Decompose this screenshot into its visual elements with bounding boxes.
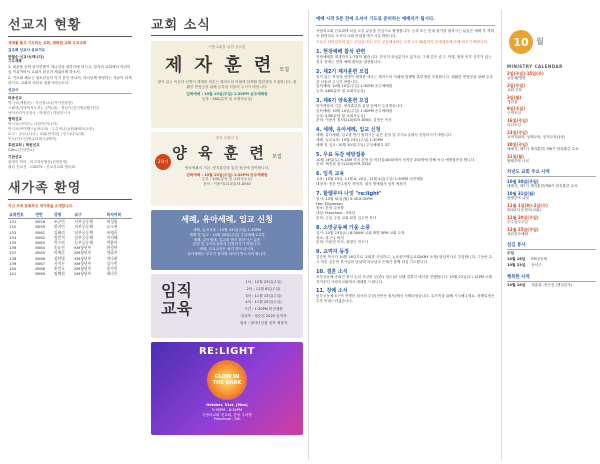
mission-group-line: 토고 : 존오나나나 / 교회(연석된) / 인도(다요(대)	[8, 131, 85, 136]
announcement-body: 일시: 10월 31일(월) 5:30-8:30PM Fee: $5/person 장소: 본당 주차장 대상: Preschool - 5학년 문의: 주일 주임 교회 회장 김주현 목사	[316, 196, 377, 220]
table-cell: 홍민호	[53, 265, 65, 271]
table-cell: KM청년부	[74, 245, 92, 251]
table-cell: 남부공동체	[74, 229, 93, 235]
prayer-heading: 기도제목	[8, 59, 22, 64]
ordination-line: 1차 : 10월 23일(주일)	[245, 280, 282, 284]
table-cell: 8563	[35, 239, 46, 245]
announcement-body: 양자생장의 기본, 양육훈련을 분당 앞에서 등록받습니다. 입학예배: 10월 10일(주일) 1:30PM 운주예배원 등록: $30(분당 및 교회사무실) 문의: 이용자 집사(213)675-8560, 김영은 목사	[316, 103, 404, 123]
table-cell: 김태리	[53, 229, 65, 235]
mission-group-title: 기관선교	[8, 154, 22, 159]
table-cell: 133	[9, 229, 17, 235]
table-cell: 135	[9, 239, 17, 245]
table-cell: 134	[9, 234, 17, 240]
table-cell: 141	[9, 271, 17, 277]
mission-column	[0, 0, 140, 464]
baptism-line: 세례, 입교교육은 필히 받아 되시며,	[199, 247, 255, 252]
next-date: 10월 31일(월)	[507, 191, 535, 197]
next-serve-names: 정홍희, 현은선 (생일감사)	[531, 282, 573, 287]
table-header: 목자여목	[106, 212, 132, 219]
next-serve-title: 행복한 사역	[507, 274, 596, 282]
table-cell: 한경아	[106, 245, 118, 251]
announcement-body: 동부공동체 4구역 전병문 집사의 부친(천만선 집사)께서 사택되셨습니다. 유가족을 위해 기도해주세요. 장례일정은 추후 안내드리겠습니다.	[316, 294, 495, 304]
nurture-contact: 문의 : 이용자(213)573-8560	[203, 182, 251, 187]
discipleship-fee: 등록 : $60(분당 및 교재사무실)	[201, 97, 253, 102]
announcement-title: 9. 교역자 동정	[316, 249, 350, 256]
announcement-body: 교육: 10월 23일, 11월 6, 20일, 12월 4일(주일) 1:30PM 비전채플 대상자: 정운 안수집사 저역자, 권사 명예권사 임직 예정자	[316, 177, 424, 186]
relight-card	[151, 342, 303, 435]
mission-group-line: 남아프리카공화국 : 박정민 / 태선미시크	[8, 110, 71, 115]
new-family-subtitle: 지난 주에 등록하신 새가족을 소개합니다.	[8, 204, 74, 209]
table-cell: 송유진	[53, 245, 65, 251]
table-cell: 이지혜	[106, 234, 118, 240]
table-cell: 서부공동체	[74, 219, 93, 225]
table-cell: 송가인	[106, 265, 118, 271]
table-cell: 정민석	[53, 234, 65, 240]
mission-group-line: 벅시코(세틀문) : 이선령나나(이이선원양)	[8, 100, 73, 105]
calendar-date: 16일(주일)	[507, 118, 528, 124]
nurture-eyebrow: 영적 성장의 길	[215, 136, 239, 140]
table-cell: 동부공동체	[74, 239, 93, 245]
announcement-title: 3. 제6기 양육훈련 모집	[316, 97, 369, 104]
calendar-event: 구역모임	[507, 111, 521, 116]
ordination-line: 2차 : 11월 6일(주일)	[246, 286, 281, 291]
calendar-date: 30일(주일)	[507, 141, 528, 147]
mission-status-title: 선교지 현황	[8, 18, 82, 33]
mission-group-line: 인도(인도인/방글라데시)(백이)	[8, 136, 57, 141]
calendar-title: MINISTRY CALENDAR	[507, 64, 563, 69]
calendar-date: 9일(주일)	[507, 106, 526, 112]
table-cell: 140	[9, 265, 17, 271]
table-cell: 8559	[35, 224, 46, 230]
ordination-line: 4차 : 11월 20일(주일)	[245, 300, 282, 305]
relight-date: October. 31st. (Mon)	[206, 403, 248, 407]
ordination-line: 시간 : 1:30PM 비전채플	[244, 307, 283, 312]
mission-group-title: 협력선교	[8, 117, 22, 122]
table-cell: 김수빈	[106, 260, 118, 266]
announcements-column	[314, 0, 499, 464]
calendar-date: 31일(월)	[507, 153, 524, 159]
table-cell: 139	[9, 260, 17, 266]
next-event: 세례식, 제7기 제자훈련/제6기 양육훈련 수료	[507, 184, 578, 189]
serve-date: 10월 16일	[507, 257, 526, 262]
next-serve-list	[507, 283, 596, 288]
glow-circle: GLOW IN THE DARK	[207, 360, 247, 400]
announcement-title: 8. 소망공동체 가을 소풍	[316, 224, 371, 231]
prayer-item: 2. 기도와 새로는 청소년들이 이기 본인 아니어, 하나님께 헌양하는 자들이 되게 하시고, 교회의 리더로 성장시켜주소서.	[8, 75, 132, 85]
announcement-title: 11. 장례 소식	[316, 288, 348, 295]
table-cell: 이다윤	[106, 255, 118, 261]
missionary-name: 한월순 선교사(캐나다)	[8, 54, 44, 59]
semester-badge: 2학기	[155, 154, 171, 170]
table-cell: 최다은	[106, 271, 118, 277]
nurture-heading: 양 육 훈 련	[172, 143, 267, 162]
mission-group-title: 후원교회 | 학원선교	[8, 143, 40, 148]
serve-list	[507, 251, 596, 267]
announcement-title: 1. 현장예배 참석 관련	[316, 49, 366, 56]
table-cell: 정하은	[106, 250, 118, 256]
mission-group-line: GWL(나인/안로)	[8, 148, 35, 153]
next-date: 11월 20일(주일)	[507, 214, 539, 220]
table-cell: 8565	[35, 250, 46, 256]
table-cell: 8564	[35, 245, 46, 251]
next-event: 추수감사주일	[507, 219, 528, 224]
table-cell: 이예준	[53, 250, 65, 256]
table-cell: 서부공동체	[74, 224, 93, 230]
table-header: 교적번호	[8, 212, 34, 219]
new-family-title: 새가족 환영	[8, 181, 82, 197]
discipleship-eyebrow: 이번교회를 위한 선교팀	[208, 45, 246, 49]
relight-audience: Preschool - 5th	[213, 417, 241, 422]
calendar-list	[507, 71, 596, 163]
serve-group: EM공동체	[531, 257, 547, 262]
table-cell: 서지우	[53, 260, 65, 266]
month-suffix: 월	[536, 37, 544, 46]
announcement-body: 서부공동체 송희진 집사 손녀 조규빈 군(중1 성도)과 실배 결혼식 예식을 진행합니다. 10월 22일(토) 12PM 오렌지카운티 사랑의교회에서 예배를 드립니다.	[316, 274, 492, 284]
announcement-body: 김순빈 목사가 10월 16일부로 교회를 사임하고, 뉴욕퀸즈앵글교회(KNY 소재) 담임목사로 부임합니다. 그동안 수고 하신 김순빈 목사님의 앞날에 하나님의 은혜가 함께 하실 기도합니다.	[316, 255, 493, 264]
calendar-date: 23일(주일)	[507, 129, 528, 135]
pastor-line: 김주희 선교사 운보거도	[8, 47, 46, 52]
table-cell: 137	[9, 250, 17, 256]
baptism-line: 본당 및 우사무실에서 신청하시기 바랍니다.	[192, 242, 262, 247]
calendar-date: 3일(월)	[507, 94, 522, 100]
discipleship-desc: 많이 있는 목성과 선명이 제재를 세우는 제자도의 이래에 함께할 훈련생을 모집합니다. 원활한 번영공을 위해 등록을 서둘러 주시기 바랍니다.	[157, 79, 297, 89]
table-header: 교구	[73, 212, 105, 219]
mission-group-line: 스페인(이명미자도자), 존닥(강) : 정남기(김인영)/옆(다인)	[8, 105, 100, 110]
next-date: 12월 25일(주일)	[507, 226, 539, 232]
table-cell: 8569	[35, 271, 46, 277]
discipleship-when: 입학예배 : 10월 10일(주일) 1:30PM 운주예배원	[186, 92, 268, 97]
calendar-event: 세례식, 제7기 제자훈련/ 제6기 양육훈련 수료	[507, 146, 579, 151]
serve-date: 10월 23일	[507, 262, 526, 267]
calendar-event: 개천절	[507, 99, 518, 104]
baptism-lines	[157, 228, 297, 257]
announcement-title: 7. 할렐루야 나잇 "re:light"	[316, 190, 382, 197]
announcement-body: 현장예배를 재개하지 1가월이 됐습니다. 본인이 외싱분이오 있거나, 그제 같은 증그, 여행, 출장 이후 증후가 있는 경우 현재는 현장 예배 출석을 권장합니다.	[316, 55, 492, 64]
next-date: 11월 1일(화)-2일(수)	[507, 202, 548, 208]
ordination-heading: 임직 교육	[161, 281, 192, 318]
ordination-line: 권사 : 권사다산집 임직 예정자	[239, 320, 288, 325]
next-ministry-title: 차년도 교회 주요 사역	[507, 169, 596, 177]
table-cell: 남부공동체	[74, 234, 93, 240]
relight-place: 사랑의교회 전교회, 본당 주차장	[202, 412, 252, 417]
table-cell: 8562	[35, 234, 46, 240]
table-cell: 138	[9, 255, 17, 261]
mission-group-title: 파송선교	[8, 96, 22, 101]
table-row	[8, 271, 132, 276]
ordination-card	[151, 274, 303, 338]
nurture-fee: 등록 : $30(분당 및 교회사무실)	[201, 177, 253, 182]
calendar-event: 리더모임	[507, 123, 521, 128]
table-cell: 8568	[35, 265, 46, 271]
serve-row	[507, 257, 596, 262]
table-cell: 8558	[35, 219, 46, 225]
table-cell: 8567	[35, 260, 46, 266]
ordination-line: 대상자 : 정순된 2020 임직자	[240, 313, 287, 318]
column-divider	[501, 10, 502, 460]
announcement-title: 10. 결혼 소식	[316, 268, 348, 275]
mission-group-line: 벅시코(아이엔스)(파나마) : 두수아나나/원헤에르(요만)	[8, 126, 95, 131]
baptism-line: 세례 및 입교 : 10월 30일(주일) 주일예배 2-3부	[189, 232, 265, 237]
baptism-line: 세례, 입교교육 : 10월 23일(주일) 1:30PM	[192, 228, 262, 232]
announcement-title: 6. 임직 교육	[316, 171, 345, 178]
mission-subtitle: 세계를 품고 기도하는 교회, 평화한 교회 우리교회	[8, 41, 87, 45]
table-cell: 유소현	[106, 224, 118, 230]
mission-group-line: 필리 선교전 : CGNTV : 선교지교회 협의회	[8, 164, 76, 169]
table-cell: 8566	[35, 255, 46, 261]
announcement-body: 10월 16일(토) 9-1AM 하지 본당 앞 어린실(AIOS에서 선착순 250명에 한해 독감 예방접종을 합니다. 문의: 제진희 집사(323)979-3330	[316, 157, 476, 167]
announcement-list	[316, 48, 495, 304]
announcement-body: 세례, 유아세례, 입교를 받기 원하시는 분은 본당 및 우사무실에서 신청하시기 바랍니다. 세례, 입교교육: 10월 23일(주일) 1:30PM 세례 및 입교: 10월 30일(주일) 주일예배 2-3부	[316, 133, 453, 147]
next-event: 2022 다운캠프(교회)	[507, 207, 541, 212]
calendar-date: 2일(주일)	[507, 82, 526, 88]
relight-title: RE:LIGHT	[198, 346, 256, 357]
table-cell: 임채원	[53, 271, 65, 277]
next-event: 할렐루야 나잇	[507, 196, 529, 201]
table-cell: 장한별	[53, 255, 65, 261]
serve-row	[507, 251, 596, 256]
baptism-title: 세례, 유아세례, 입교 신청	[181, 215, 273, 224]
ordination-lines	[221, 280, 306, 328]
today-note: 오늘은 의미있의의 있는 주일입니다. 모든 공동체 4과는 오후 1시 30분까지 운예대로에 단배 하시기 바랍니다.	[316, 40, 489, 45]
welcome-note: 사랑의교회 선교회에 처음 오신 분들을 진심으로 환영합니다. 등록 또는 안내 원기를 원하시는 분들은 예배 후 게개독 환영실로 오셔서 교회 안내를 받으시길 바랍니다.	[316, 28, 494, 38]
prayer-list	[8, 65, 132, 85]
discipleship-tag: 모집	[279, 66, 290, 73]
table-cell: 조규빈	[53, 219, 65, 225]
table-header: 성명	[53, 212, 74, 219]
calendar-date: 2일(주일)-15일(주)	[507, 71, 544, 76]
serve-row	[507, 263, 596, 268]
church-news-column	[145, 0, 307, 464]
nurture-when: 입학예배 : 10월 10일(주일) 1:30PM 운주예배원	[186, 172, 268, 177]
worship-intro: 예배 시작 5분 전에 오셔서 기도로 준비하는 예배자가 됩시다.	[316, 18, 495, 26]
table-cell: KM청년부	[74, 260, 92, 266]
table-cell: 박윤아	[106, 239, 118, 245]
next-ministry-list	[507, 179, 596, 236]
discipleship-heading: 제 자 훈 련	[164, 54, 275, 76]
nurture-desc: 양육생활의 기본, 양육훈련을 통한 원장에 참여합니다.	[184, 165, 270, 170]
announcement-title: 5. 무료 독감 예방접종	[316, 151, 366, 158]
announcement-body: 일시: 10월 23일(토) 8:30AM 교회 출발 5PM 교회 도착 장소: 과구나 바지 문의: 이윤빈 목사, 최영은 전도사	[316, 230, 405, 245]
table-cell: 136	[9, 245, 17, 251]
table-cell: 131	[9, 219, 17, 225]
calendar-event: 교회 투표	[507, 87, 523, 92]
next-serve-date: 10월 16일	[507, 282, 526, 287]
ordination-line: 3차 : 11월 13일(주일)	[245, 293, 282, 298]
table-cell: KM청년부	[74, 265, 92, 271]
table-cell: KM청년부	[74, 271, 92, 277]
table-cell: KM청년부	[74, 255, 92, 261]
column-divider	[308, 10, 309, 460]
table-cell: KM청년부	[74, 250, 92, 256]
mission-groups	[8, 96, 132, 169]
nurture-card	[151, 132, 303, 206]
table-cell: 한지민	[53, 224, 65, 230]
baptism-line: 유아세례는 부모가 참석할 의미가 받으셔야 합니다.	[187, 251, 267, 256]
table-cell: 허성원	[106, 219, 118, 225]
table-cell: 8561	[35, 229, 46, 235]
announcement-body: 일이 있는 목성과 선명이 제재를 세우는 제자도의 이래에 함께할 훈련생을 모집합니다. 원활한 번영공을 위해 등록을 서둘러 주시기 바랍니다. 입학예배: 10월 10일(주일) 1:30PM 운주예배원 등록: $60(분당 및 교회사무실)	[316, 74, 493, 94]
next-date: 10월 30일(주일)	[507, 179, 539, 185]
table-cell: 조영은	[106, 229, 118, 235]
church-news-title: 교회 소식	[151, 14, 303, 36]
prayer-item: 1. 최윤용 동연 한자간졸이 하나님을 엄하기에 하시고, 한지의 교회에서 자녀이 살 이유이어서 교회가 된존히 세위어께 하소서.	[8, 65, 131, 74]
serve-date: 주일	[507, 251, 514, 256]
baptism-line: 세례, 유아세례, 입교를 받기 원하시는 분은	[193, 237, 261, 242]
serve-title: 섬김 봉사	[507, 242, 596, 250]
next-serve-row	[507, 283, 596, 288]
calendar-event: 교역자회의, 성례교육, 임직교육(1차)	[507, 134, 566, 139]
calendar-event: 할렐루야 나잇	[507, 158, 529, 163]
baptism-card	[151, 210, 303, 270]
calendar-column	[503, 0, 600, 464]
announcement-title: 4. 세례, 유아세례, 입교 신청	[316, 127, 381, 134]
serve-group: 동서구	[531, 262, 542, 267]
mission-group-line: 광영이 반어 : 미국복음협동(선양음벌)	[8, 159, 68, 164]
nurture-tag: 모집	[272, 153, 282, 160]
announcement-title: 2. 제2기 제자훈련 모집	[316, 68, 369, 75]
discipleship-card	[151, 41, 303, 128]
month-badge: 10	[509, 30, 533, 54]
table-cell: 박수현	[53, 239, 65, 245]
missionary-heading: 선교사	[8, 88, 132, 94]
next-event: 성탄감사예배	[507, 231, 528, 236]
relight-time: 5:30PM - 8:30PM	[211, 407, 243, 412]
table-header: 연번	[34, 212, 52, 219]
calendar-event: 공동체/생명	[507, 76, 526, 80]
mission-group-line: 벅시코(사이트): 다린이(이나아)	[8, 122, 58, 127]
table-cell: 132	[9, 224, 17, 230]
new-family-table	[8, 212, 132, 276]
